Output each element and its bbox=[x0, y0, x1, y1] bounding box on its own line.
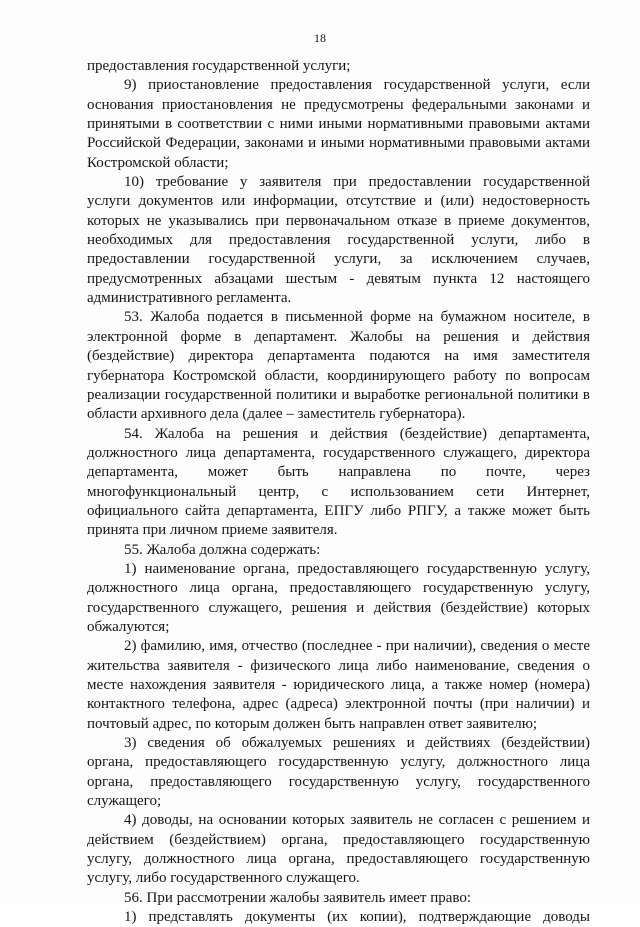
paragraph bbox=[87, 173, 590, 308]
text-line: которых не указывались при первоначальном отказе в приеме документов, bbox=[87, 212, 590, 229]
text-line: основания приостановления не предусмотрены федеральными законами и bbox=[87, 96, 590, 113]
text-line: принята при личном приеме заявителя. bbox=[87, 522, 338, 539]
text-line: 55. Жалоба должна содержать: bbox=[124, 541, 321, 558]
text-line: 54. Жалоба на решения и действия (бездействие) департамента, bbox=[124, 425, 590, 442]
paragraph bbox=[87, 908, 590, 927]
text-line: 4) доводы, на основании которых заявитель не согласен с решением и bbox=[124, 812, 590, 829]
text-line: электронной форме в департамент. Жалобы на решения и действия bbox=[87, 328, 590, 345]
text-line: реализации государственной политики и выработке региональной политики в bbox=[87, 386, 590, 403]
text-line: должностного лица департамента, государственного служащего, директора bbox=[87, 444, 590, 461]
paragraph bbox=[87, 734, 590, 811]
text-line: официального сайта департамента, ЕПГУ либо РПГУ, а также может быть bbox=[87, 502, 590, 519]
text-line: административного регламента. bbox=[87, 290, 292, 307]
page-number: 18 bbox=[314, 31, 326, 45]
text-line: 53. Жалоба подается в письменной форме на бумажном носителе, в bbox=[124, 309, 590, 326]
text-line: услуги документов или информации, отсутствие и (или) недостоверность bbox=[87, 193, 590, 210]
text-line: государственного служащего, решения и действия (бездействие) которых bbox=[87, 599, 590, 616]
paragraph bbox=[87, 425, 590, 541]
text-line: 2) фамилию, имя, отчество (последнее - при наличии), сведения о месте bbox=[124, 638, 590, 655]
paragraph bbox=[87, 57, 590, 76]
text-line: почтовый адрес, по которым должен быть направлен ответ заявителю; bbox=[87, 715, 538, 732]
paragraph bbox=[87, 541, 590, 560]
text-line: контактного телефона, адрес (адреса) электронной почты (при наличии) и bbox=[87, 696, 590, 713]
text-line: 9) приостановление предоставления государственной услуги, если bbox=[124, 77, 590, 94]
paragraph bbox=[87, 308, 590, 424]
text-line: 3) сведения об обжалуемых решениях и действиях (бездействии) bbox=[124, 735, 590, 752]
paragraph bbox=[87, 637, 590, 734]
text-line: 56. При рассмотрении жалобы заявитель имеет право: bbox=[124, 889, 472, 906]
text-line: (бездействие) директора департамента подаются на имя заместителя bbox=[87, 348, 590, 365]
text-line: предоставления государственной услуги; bbox=[87, 58, 351, 74]
text-line: органа, предоставляющего государственную услугу, государственного bbox=[87, 773, 590, 790]
text-line: предоставлении государственной услуги, за исключением случаев, bbox=[87, 251, 590, 268]
text-line: департамента, может быть направлена по почте, через bbox=[87, 464, 590, 481]
text-line: услугу, должностного лица органа, предоставляющего государственную bbox=[87, 851, 590, 868]
text-line: 1) представлять документы (их копии), подтверждающие доводы bbox=[124, 909, 590, 926]
paragraph bbox=[87, 76, 590, 173]
text-line: принятыми в соответствии с ними иными нормативными правовыми актами bbox=[87, 116, 590, 133]
text-line: действием (бездействием) органа, предоставляющего государственную bbox=[87, 831, 590, 848]
text-line: губернатора Костромской области, координирующего работу по вопросам bbox=[87, 367, 590, 384]
text-line: 10) требование у заявителя при предоставлении государственной bbox=[124, 174, 590, 191]
text-line: 1) наименование органа, предоставляющего государственную услугу, bbox=[124, 560, 590, 577]
text-line: многофункциональный центр, с использованием сети Интернет, bbox=[87, 483, 590, 500]
text-line: служащего; bbox=[87, 793, 162, 810]
text-line: услугу, либо государственного служащего. bbox=[87, 870, 360, 887]
text-line: жительства заявителя - физического лица либо наименование, сведения о bbox=[87, 657, 590, 674]
text-line: Российской Федерации, законами и иными нормативными правовыми актами bbox=[87, 135, 590, 152]
text-line: области архивного дела (далее – заместитель губернатора). bbox=[87, 406, 466, 423]
text-line: предусмотренных абзацами шестым - девятым пункта 12 настоящего bbox=[87, 270, 590, 287]
paragraph bbox=[87, 560, 590, 637]
body-text bbox=[87, 57, 590, 927]
text-line: органа, предоставляющего государственную услугу, должностного лица bbox=[87, 754, 590, 771]
paragraph bbox=[87, 889, 590, 908]
text-line: должностного лица органа, предоставляющего государственную услугу, bbox=[87, 580, 590, 597]
text-line: необходимых для предоставления государственной услуги, либо в bbox=[87, 232, 590, 249]
text-line: Костромской области; bbox=[87, 154, 229, 171]
text-line: месте нахождения заявителя - юридического лица, а также номер (номера) bbox=[87, 677, 590, 693]
paragraph bbox=[87, 811, 590, 888]
text-line: обжалуются; bbox=[87, 618, 170, 635]
